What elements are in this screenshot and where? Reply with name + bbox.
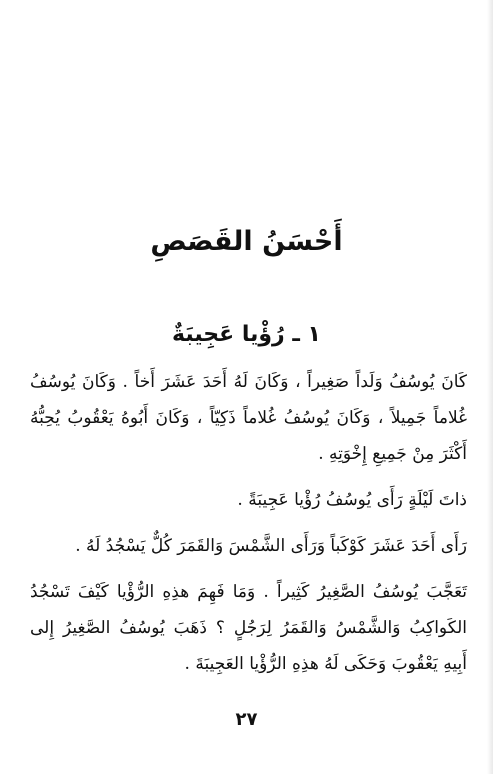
paragraph: كَانَ يُوسُفُ وَلَداً صَغِيراً ، وَكَانَ لَهُ أَحَدَ عَشَرَ أَخاً . وَكَانَ يُوسُفُ غُلاماً جَمِيلاً ، وَكَانَ يُوسُفُ غُلاماً ذَكِيّاً ، وَكَانَ أَبُوهُ يَعْقُوبُ يُحِبُّهُ أَكْثَرَ مِنْ جَمِيعِ إِخْوَتِهِ . [30, 372, 467, 464]
page-spine-shadow [487, 0, 493, 774]
paragraph: رَأَى أَحَدَ عَشَرَ كَوْكَباً وَرَأَى الشَّمْسَ وَالقَمَرَ كُلٌّ يَسْجُدُ لَهُ . [75, 536, 467, 556]
paragraph: ذاتَ لَيْلَةٍ رَأَى يُوسُفُ رُؤْيا عَجِيبَةً . [237, 490, 467, 510]
story-title: ١ ـ رُؤْيا عَجِيبَةٌ [172, 322, 321, 347]
story-body [30, 364, 467, 682]
page-number: ٢٧ [235, 709, 258, 730]
chapter-title: أَحْسَنُ القَصَصِ [150, 226, 343, 257]
paragraph: تَعَجَّبَ يُوسُفُ الصَّغِيرُ كَثِيراً . وَمَا فَهِمَ هذِهِ الرُّؤْيا كَيْفَ تَسْجُدُ الكَواكِبُ وَالشَّمْسُ وَالقَمَرُ لِرَجُلٍ ؟ ذَهَبَ يُوسُفُ الصَّغِيرُ إِلى أَبِيهِ يَعْقُوبَ وَحَكَى لَهُ هذِهِ الرُّؤْيا العَجِيبَةَ . [30, 582, 467, 674]
